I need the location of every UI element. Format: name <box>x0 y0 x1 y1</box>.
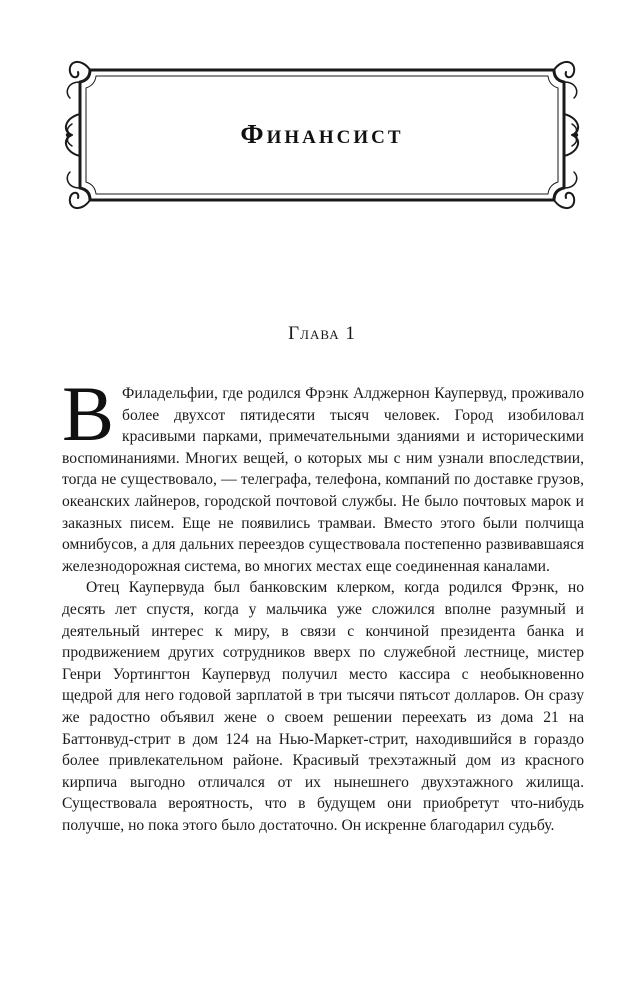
title-frame <box>60 52 584 218</box>
chapter-text <box>62 370 584 836</box>
drop-cap: В <box>62 370 115 457</box>
paragraph-1-text: Филадельфии, где родился Фрэнк Алджернон Каупервуд, проживало более двухсот пятидесяти тысяч человек. Город изобиловал красивыми парками, примечательными зданиями и историческими воспоминаниями. Многих вещей, о которых мы с ним узнали впоследствии, тогда не существовало, — телеграфа, телефона, компаний по доставке грузов, океанских лайнеров, городской почтовой службы. Не было почтовых марок и заказных писем. Еще не появились трамваи. Вместо этого были полчища омнибусов, а для дальних переездов существовала постепенно развивавшаяся железнодорожная система, во многих местах еще соединенная каналами. <box>62 385 584 575</box>
paragraph-second: Отец Каупервуда был банковским клерком, когда родился Фрэнк, но десять лет спустя, когда у мальчика уже сложился вполне разумный и деятельный интерес к миру, в связи с кончиной президента банка и продвижением других сотрудников вверх по служебной лестнице, мистер Генри Уортингтон Каупервуд получил место кассира с необыкновенно щедрой для него годовой зарплатой в три тысячи пятьсот долларов. Он сразу же радостно объявил жене о своем решении переехать из дома 21 на Баттонвуд-стрит в дом 124 на Нью-Маркет-стрит, находившийся в гораздо более привлекательном районе. Красивый трехэтажный дом из красного кирпича выгодно отличался от их нынешнего двухэтажного жилища. Существовала вероятность, что в будущем они приобретут что-нибудь получше, но пока этого было достаточно. Он искренне благодарил судьбу. <box>62 579 584 834</box>
chapter-heading: Глава 1 <box>288 323 356 344</box>
paragraph-first <box>62 370 584 577</box>
book-title: Финансист <box>240 119 404 149</box>
